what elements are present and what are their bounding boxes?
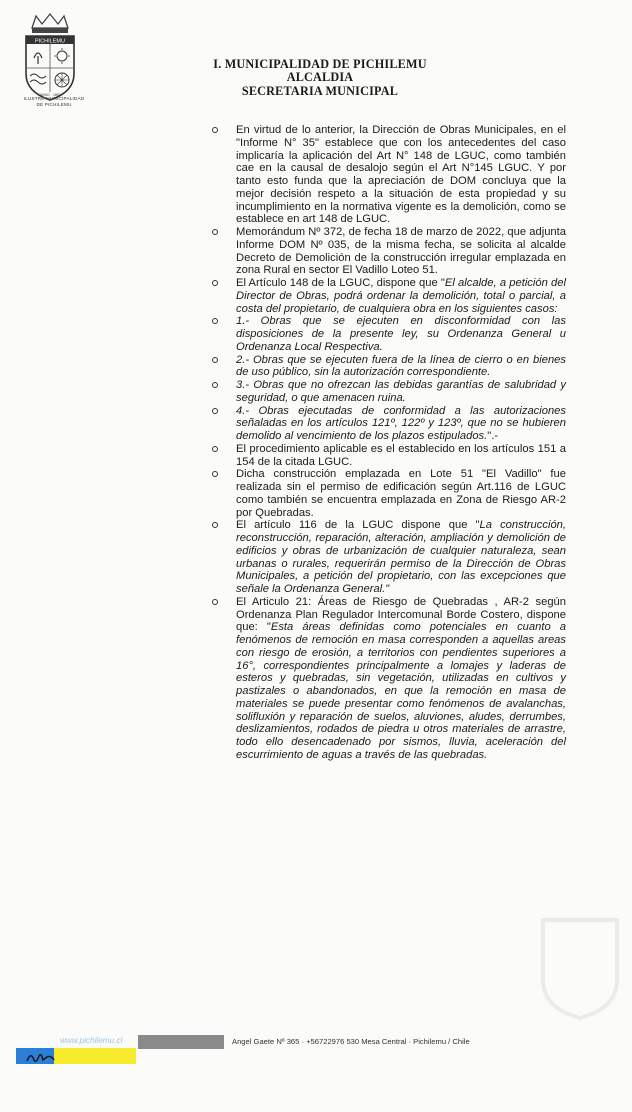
- item-text: El Articulo 21: Áreas de Riesgo de Quebradas , AR-2 según Ordenanza Plan Regulador Intercomunal Borde Costero, dispone que: ": [236, 595, 566, 634]
- item-quote: La construcción, reconstrucción, reparación, alteración, ampliación y demolición de edificios y obras de urbanización de cualquier naturaleza, sean urbanas o rurales, requerirán permiso de la Dirección de Obras Municipales, a petición del propietario, con las excepciones que señale la Ordenanza General.": [236, 519, 566, 595]
- item-quote: 3.- Obras que no ofrezcan las debidas garantías de salubridad y seguridad, o que amenacen ruina.: [236, 379, 566, 404]
- bullet-item: [210, 315, 566, 353]
- bullet-item: [210, 519, 566, 596]
- bullet-item: [210, 596, 566, 762]
- header-line1: I. MUNICIPALIDAD DE PICHILEMU: [213, 57, 427, 71]
- bullet-icon: [212, 471, 218, 477]
- footer-yellow-block: [54, 1048, 136, 1064]
- item-text: En virtud de lo anterior, la Dirección de Obras Municipales, en el "Informe N° 35" establece que con los antecedentes del caso implicaría la aplicación del Art N° 148 de LGUC, como también cae en la causal de desalojo según el Art N°145 LGUC. Y por tanto esto funda que la apreciación de DOM concluya que la mejor decisión respeto a la situación de esta propiedad y su incumplimiento en la normativa vigente es la demolición, como se establece en art 148 de LGUC.: [236, 124, 566, 226]
- coat-of-arms-icon: [20, 12, 80, 104]
- bullet-item: [210, 277, 566, 315]
- bullet-icon: [212, 408, 218, 414]
- footer-gray-bar: [138, 1035, 224, 1049]
- bullet-icon: [212, 357, 218, 363]
- bullet-icon: [212, 599, 218, 605]
- bullet-icon: [212, 127, 218, 133]
- bullet-icon: [212, 229, 218, 235]
- logo-banner-text: PICHILEMU: [35, 38, 65, 45]
- document-header: [170, 58, 470, 98]
- item-text: El artículo 116 de la LGUC dispone que ": [236, 519, 480, 532]
- municipal-logo: [20, 12, 80, 104]
- footer-address: Angel Gaete Nº 365 · +56722976 530 Mesa Central · Pichilemu / Chile: [232, 1037, 470, 1046]
- signature-icon: [24, 1048, 58, 1066]
- watermark-seal-icon: [535, 900, 625, 1020]
- item-text-tail: ".-: [487, 430, 499, 442]
- bullet-item: [210, 379, 566, 405]
- item-quote: 2.- Obras que se ejecuten fuera de la línea de cierro o en bienes de uso público, sin la autorización correspondiente.: [236, 353, 566, 379]
- item-quote: Esta áreas definidas como potenciales en cuanto a fenómenos de remoción en masa corresponden a aquellas areas con riesgo de erosión, a territorios con pendientes superiores a 16°, correspondientes principalmente a lomajes y laderas de esteros y quebradas, sin vegetación, utilizadas en cultivos y pastizales o abandonados, en que la remoción en masa de materiales se puede presentar como fenómenos de avalanchas, solifluxión y reparación de suelos, aluviones, aludes, derrumbes, deslizamientos, rodados de piedra u otros materiales de arrastre, todo ello desencadenado por sismos, lluvia, aceleración del escurrimiento de aguas a través de las quebradas.: [236, 621, 566, 761]
- bullet-item: [210, 354, 566, 380]
- bullet-icon: [212, 318, 218, 324]
- bullet-item: [210, 226, 566, 277]
- item-text: El procedimiento aplicable es el establecido en los artículos 151 a 154 de la citada LGUC.: [236, 442, 566, 468]
- item-text: Memorándum Nº 372, de fecha 18 de marzo de 2022, que adjunta Informe DOM Nº 035, de la misma fecha, se solicita al alcalde Decreto de Demolición de la construcción irregular emplazada en zona Rural en sector El Vadillo Loteo 51.: [236, 226, 566, 277]
- logo-caption-line2: DE PICHILEMU: [36, 102, 72, 107]
- bullet-icon: [212, 446, 218, 452]
- item-quote: 4.- Obras ejecutadas de conformidad a las autorizaciones señaladas en los artículos 121º, 122º y 123º, que no se hubieren demolido al vencimiento de los plazos estipulados.: [236, 404, 566, 442]
- document-body: [210, 124, 566, 762]
- footer-url: www.pichilemu.cl: [60, 1036, 123, 1045]
- bullet-icon: [212, 382, 218, 388]
- item-text: Dicha construcción emplazada en Lote 51 "El Vadillo" fue realizada sin el permiso de edificación según Art.116 de LGUC como también se encuentra emplazada en Zona de Riesgo AR-2 por Quebradas.: [236, 468, 566, 519]
- logo-caption: [14, 96, 94, 108]
- bullet-item: [210, 124, 566, 226]
- header-line2: ALCALDIA: [286, 70, 354, 85]
- item-quote: El alcalde, a petición del Director de Obras, podrá ordenar la demolición, total o parcial, a costa del propietario, de cualquiera obra en los siguientes casos:: [236, 277, 566, 315]
- page-footer: [0, 1028, 632, 1068]
- item-text: El Artículo 148 de la LGUC, dispone que ": [236, 277, 445, 289]
- logo-year-text: JUNIO · 1891: [39, 93, 61, 97]
- item-quote: 1.- Obras que se ejecuten en disconformidad con las disposiciones de la presente ley, su Ordenanza General u Ordenanza Local Respectiva.: [236, 315, 566, 353]
- header-line3: SECRETARIA MUNICIPAL: [241, 83, 399, 98]
- bullet-item: [210, 468, 566, 519]
- bullet-icon: [212, 522, 218, 528]
- bullet-item: [210, 405, 566, 443]
- bullet-item: [210, 443, 566, 469]
- logo-caption-line1: ILUSTRE MUNICIPALIDAD: [23, 96, 85, 101]
- bullet-icon: [212, 280, 218, 286]
